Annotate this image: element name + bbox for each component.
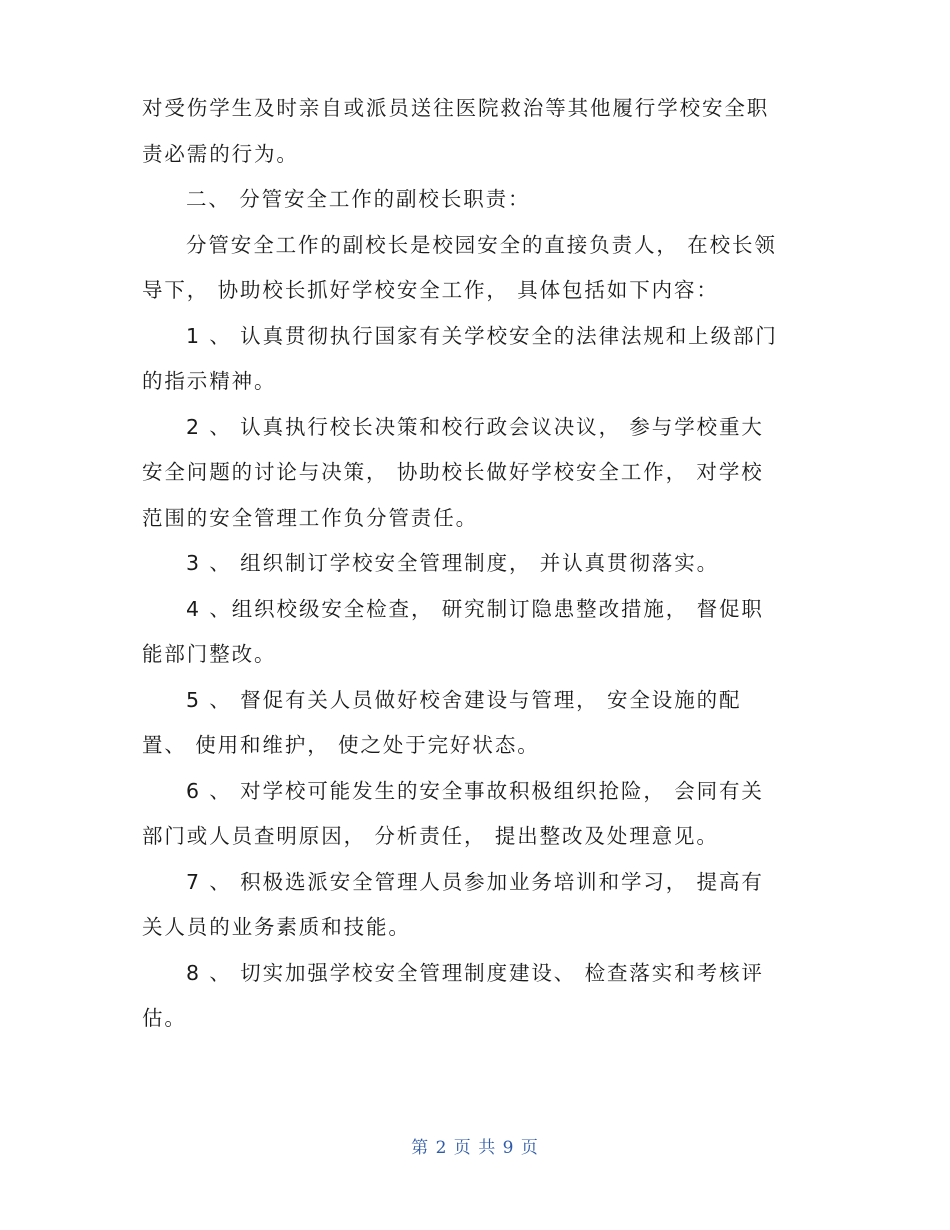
text-line: 估。 <box>142 1006 187 1030</box>
list-item: 6 、 对学校可能发生的安全事故积极组织抢险， 会同有关 <box>186 778 764 803</box>
text-line: 关人员的业务素质和技能。 <box>142 915 411 939</box>
text-line: 能部门整改。 <box>142 642 277 666</box>
text-line: 置、 使用和维护， 使之处于完好状态。 <box>142 733 540 757</box>
text-line: 范围的安全管理工作负分管责任。 <box>142 505 478 530</box>
list-item: 1 、 认真贯彻执行国家有关学校安全的法律法规和上级部门 <box>186 323 778 348</box>
list-item: 4 、组织校级安全检查， 研究制订隐患整改措施， 督促职 <box>186 596 764 621</box>
document-body <box>142 86 810 1042</box>
text-line: 分管安全工作的副校长是校园安全的直接负责人， 在校长领 <box>186 232 777 257</box>
text-line: 安全问题的讨论与决策， 协助校长做好学校安全工作， 对学校 <box>142 460 764 484</box>
list-item: 5 、 督促有关人员做好校舍建设与管理， 安全设施的配 <box>186 687 742 712</box>
text-line: 责必需的行为。 <box>142 141 299 166</box>
list-item: 2 、 认真执行校长决策和校行政会议决议， 参与学校重大 <box>186 414 764 439</box>
text-line: 导下， 协助校长抓好学校安全工作， 具体包括如下内容： <box>142 278 719 302</box>
list-item: 8 、 切实加强学校安全管理制度建设、 检查落实和考核评 <box>186 960 764 985</box>
list-item: 7 、 积极选派安全管理人员参加业务培训和学习， 提高有 <box>186 869 764 894</box>
text-line: 对受伤学生及时亲自或派员送往医院救治等其他履行学校安全职 <box>142 96 770 120</box>
list-item: 3 、 组织制订学校安全管理制度， 并认真贯彻落实。 <box>186 551 719 575</box>
section-heading: 二、 分管安全工作的副校长职责： <box>186 187 531 211</box>
text-line: 的指示精神。 <box>142 369 277 393</box>
text-line: 部门或人员查明原因， 分析责任， 提出整改及处理意见。 <box>142 824 719 848</box>
page-number: 第 2 页 共 9 页 <box>411 1138 539 1158</box>
